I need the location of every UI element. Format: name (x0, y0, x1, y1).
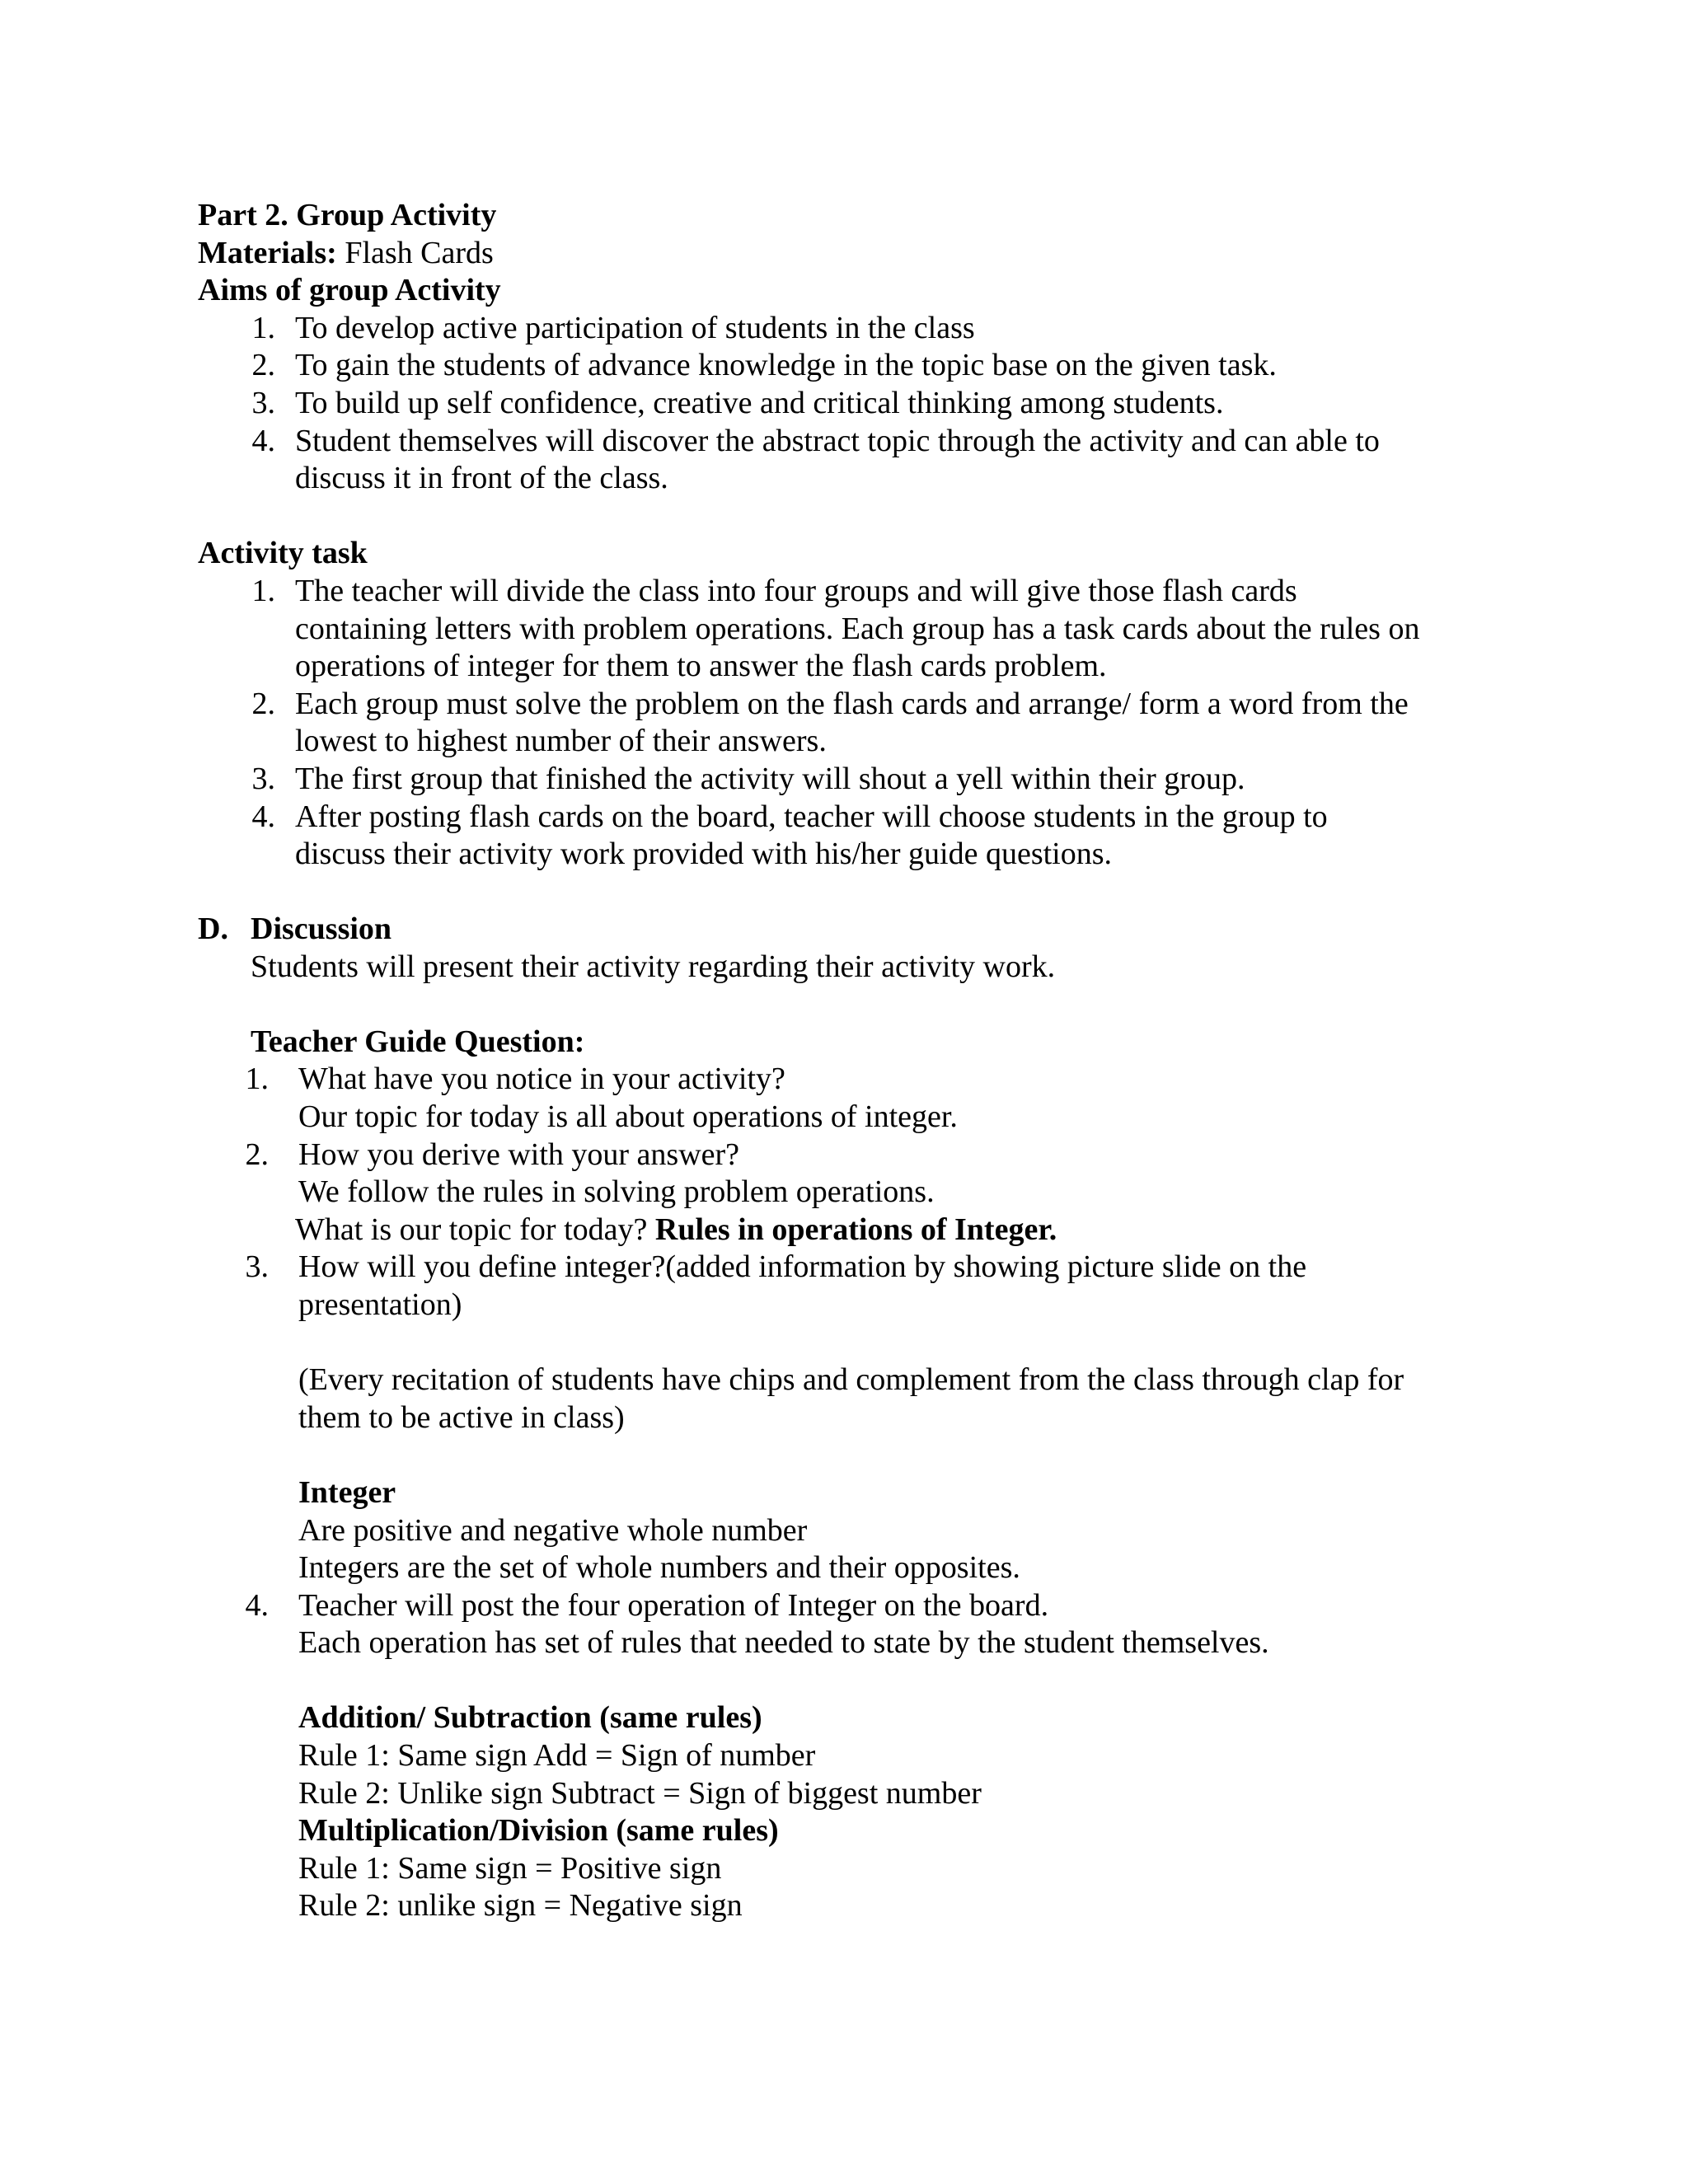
integer-definition: Integers are the set of whole numbers and their opposites. (298, 1550, 1020, 1586)
addition-subtraction-heading: Addition/ Subtraction (same rules) (298, 1700, 762, 1736)
list-number: 1. (245, 1062, 269, 1097)
task-list-item (198, 799, 1533, 874)
answer-text: Our topic for today is all about operations of integer. (298, 1099, 958, 1134)
rule-line: Rule 2: unlike sign = Negative sign (298, 1888, 743, 1924)
materials-line (198, 235, 1533, 273)
list-item-text: lowest to highest number of their answers. (295, 724, 827, 759)
part2-title: Part 2. Group Activity (198, 198, 497, 232)
list-number: 4. (251, 423, 275, 458)
discussion-label: D. (198, 912, 228, 946)
integer-definition: Are positive and negative whole number (298, 1512, 808, 1548)
discussion-intro: Students will present their activity regarding their activity work. (251, 949, 1056, 984)
guide-question-item (198, 1137, 1533, 1249)
question-text: How will you define integer?(added information by showing picture slide on the (298, 1249, 1307, 1285)
materials-value: Flash Cards (336, 235, 494, 270)
materials-label: Materials: (198, 235, 337, 270)
question-text: How you derive with your answer? (298, 1137, 740, 1172)
list-item-text: After posting flash cards on the board, teacher will choose students in the group to (295, 799, 1328, 834)
list-item-text: To develop active participation of students in the class (295, 310, 975, 345)
list-number: 4. (251, 799, 275, 834)
question-text: Each operation has set of rules that needed to state by the student themselves. (298, 1625, 1269, 1661)
rule-line: Rule 1: Same sign = Positive sign (298, 1850, 722, 1886)
guide-question-item (198, 1061, 1533, 1136)
integer-heading: Integer (298, 1474, 396, 1510)
list-item-text: discuss it in front of the class. (295, 461, 668, 496)
note-text: (Every recitation of students have chips and complement from the class through clap for (298, 1362, 1404, 1398)
rule-line: Rule 1: Same sign Add = Sign of number (298, 1738, 816, 1774)
list-item-text: The first group that finished the activity will shout a yell within their group. (295, 761, 1245, 796)
guide-question-item (198, 1587, 1533, 1925)
guide-questions-list (198, 1061, 1533, 1925)
list-number: 3. (251, 761, 275, 796)
aims-list (198, 310, 1533, 498)
answer-text: We follow the rules in solving problem operations. (298, 1174, 935, 1210)
aims-heading: Aims of group Activity (198, 273, 501, 308)
aims-list-item (198, 423, 1533, 498)
aims-list-item (198, 347, 1533, 385)
discussion-title: Discussion (251, 912, 392, 946)
discussion-section (198, 911, 1533, 1925)
list-number: 1. (251, 573, 275, 608)
task-list-item (198, 761, 1533, 799)
list-item-text: discuss their activity work provided with his/her guide questions. (295, 837, 1113, 872)
note-text: them to be active in class) (298, 1399, 625, 1435)
list-item-text: operations of integer for them to answer the flash cards problem. (295, 649, 1107, 684)
list-item-text: To gain the students of advance knowledge in the topic base on the given task. (295, 348, 1277, 383)
question-text: Teacher will post the four operation of Integer on the board. (298, 1587, 1049, 1623)
question-text: What have you notice in your activity? (298, 1062, 785, 1097)
task-list-item (198, 686, 1533, 761)
activity-task-heading: Activity task (198, 536, 368, 571)
question-text: presentation) (298, 1286, 462, 1322)
list-item-text: Student themselves will discover the abstract topic through the activity and can able to (295, 423, 1380, 458)
aims-list-item (198, 310, 1533, 348)
tasks-list (198, 573, 1533, 874)
guide-question-heading: Teacher Guide Question: (251, 1024, 585, 1059)
discussion-title-row (198, 911, 1533, 949)
task-list-item (198, 573, 1533, 686)
aims-list-item (198, 385, 1533, 423)
part2-section (198, 197, 1533, 874)
list-number: 2. (251, 348, 275, 383)
followup-line (295, 1212, 1533, 1249)
list-item-text: containing letters with problem operations. Each group has a task cards about the rules on (295, 611, 1420, 646)
followup-bold: Rules in operations of Integer. (654, 1212, 1057, 1247)
list-item-text: The teacher will divide the class into four groups and will give those flash cards (295, 573, 1297, 608)
list-item-text: Each group must solve the problem on the flash cards and arrange/ form a word from the (295, 686, 1409, 721)
guide-question-item (198, 1249, 1533, 1586)
list-number: 3. (245, 1249, 269, 1285)
rule-line: Rule 2: Unlike sign Subtract = Sign of biggest number (298, 1775, 982, 1811)
list-number: 2. (251, 686, 275, 721)
list-number: 3. (251, 385, 275, 420)
followup-text: What is our topic for today? (295, 1212, 655, 1247)
list-number: 4. (245, 1587, 269, 1623)
list-number: 2. (245, 1137, 269, 1172)
list-item-text: To build up self confidence, creative and critical thinking among students. (295, 385, 1224, 420)
list-number: 1. (251, 310, 275, 345)
multiplication-division-heading: Multiplication/Division (same rules) (298, 1813, 779, 1849)
